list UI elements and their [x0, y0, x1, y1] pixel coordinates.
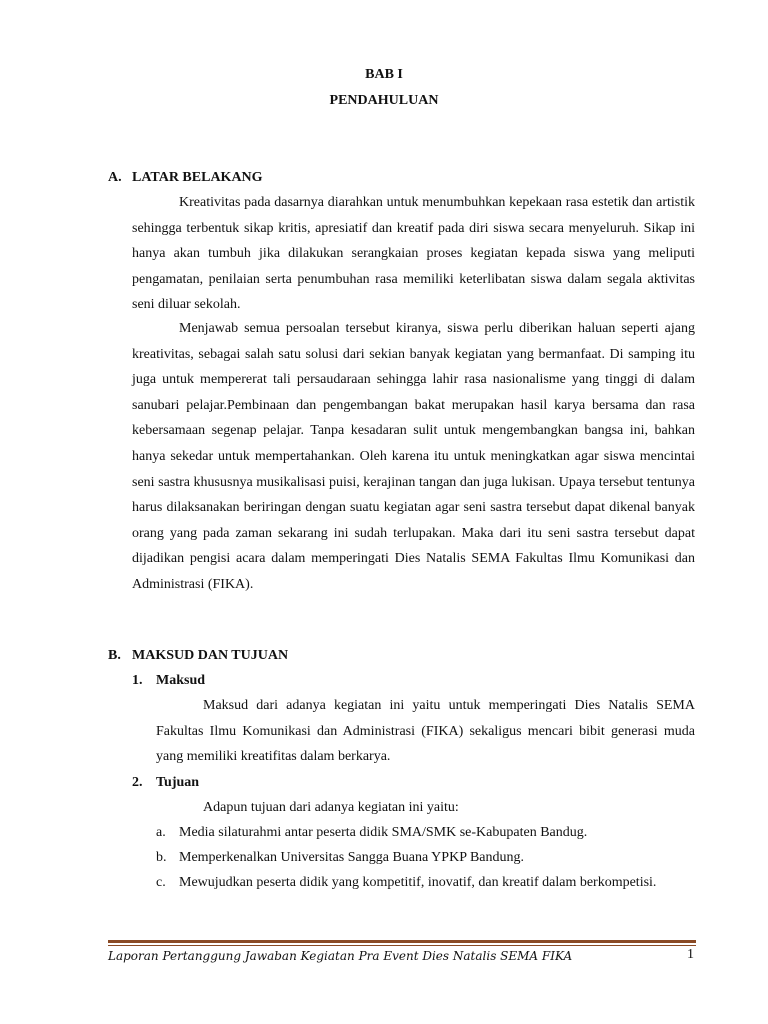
page-number: 1 — [687, 947, 694, 962]
chapter-title: PENDAHULUAN — [329, 93, 439, 108]
tujuan-item-c: Mewujudkan peserta didik yang kompetitif, inovatif, dan kreatif dalam berkompetisi. — [179, 875, 657, 890]
section-b-title: MAKSUD DAN TUJUAN — [132, 648, 289, 663]
tujuan-heading: Tujuan — [156, 775, 200, 790]
section-a-title: LATAR BELAKANG — [132, 170, 263, 185]
tujuan-item-b-marker: b. — [156, 850, 167, 865]
tujuan-intro: Adapun tujuan dari adanya kegiatan ini yaitu: — [203, 800, 459, 815]
footer-rule-thin — [108, 945, 696, 946]
chapter-number: BAB I — [365, 67, 403, 82]
tujuan-item-a: Media silaturahmi antar peserta didik SMA/SMK se-Kabupaten Bandug. — [179, 825, 588, 840]
footer-text: Laporan Pertanggung Jawaban Kegiatan Pra Event Dies Natalis SEMA FIKA — [108, 949, 573, 963]
footer-rule-thick — [108, 940, 696, 943]
maksud-heading: Maksud — [156, 673, 206, 688]
maksud-paragraph: Maksud dari adanya kegiatan ini yaitu untuk memperingati Dies Natalis SEMA Fakultas Ilmu Komunikasi dan Administrasi (FIKA) sekaligus mencari bibit generasi muda yang memiliki kreatifitas dalam berkarya. — [156, 698, 695, 765]
tujuan-item-b: Memperkenalkan Universitas Sangga Buana YPKP Bandung. — [179, 850, 525, 865]
section-b-marker: B. — [108, 648, 121, 663]
latar-belakang-paragraph-2: Menjawab semua persoalan tersebut kiranya, siswa perlu diberikan haluan seperti ajang kreativitas, sebagai salah satu solusi dari sekian banyak kegiatan yang bermanfaat. Di samping itu juga untuk mempererat tali persaudaraan sehingga lahir rasa nasionalisme yang tinggi di dalam sanubari pelajar.Pembinaan dan pengembangan bakat merupakan hasil karya bersama dan rasa kebersamaan segenap pelajar. Tanpa kesadaran sulit untuk mengembangkan bangsa ini, bahkan hanya sekedar untuk mempertahankan. Oleh karena itu untuk meningkatkan agar siswa mencintai seni sastra khususnya musikalisasi puisi, kerajinan tangan dan juga lukisan. Upaya tersebut tentunya harus dilaksanakan beriringan dengan suatu kegiatan agar seni sastra tersebut dapat dikenal banyak orang yang pada zaman sekarang ini sudah terlupakan. Maka dari itu seni sastra tersebut dapat dijadikan pengisi acara dalam memperingati Dies Natalis SEMA Fakultas Ilmu Komunikasi dan Administrasi (FIKA). — [132, 321, 695, 592]
tujuan-item-c-marker: c. — [156, 875, 166, 890]
section-a-marker: A. — [108, 170, 122, 185]
latar-belakang-paragraph-1: Kreativitas pada dasarnya diarahkan untuk menumbuhkan kepekaan rasa estetik dan artistik sehingga terbentuk sikap kritis, apresiatif dan kreatif pada diri siswa secara menyeluruh. Sikap ini hanya akan tumbuh jika dilakukan serangkaian proses kegiatan kepada siswa yang meliputi pengamatan, penilaian serta penumbuhan rasa memiliki keterlibatan siswa dalam segala aktivitas seni diluar sekolah. — [132, 195, 695, 313]
maksud-number: 1. — [132, 673, 143, 688]
tujuan-number: 2. — [132, 775, 143, 790]
tujuan-item-a-marker: a. — [156, 825, 166, 840]
